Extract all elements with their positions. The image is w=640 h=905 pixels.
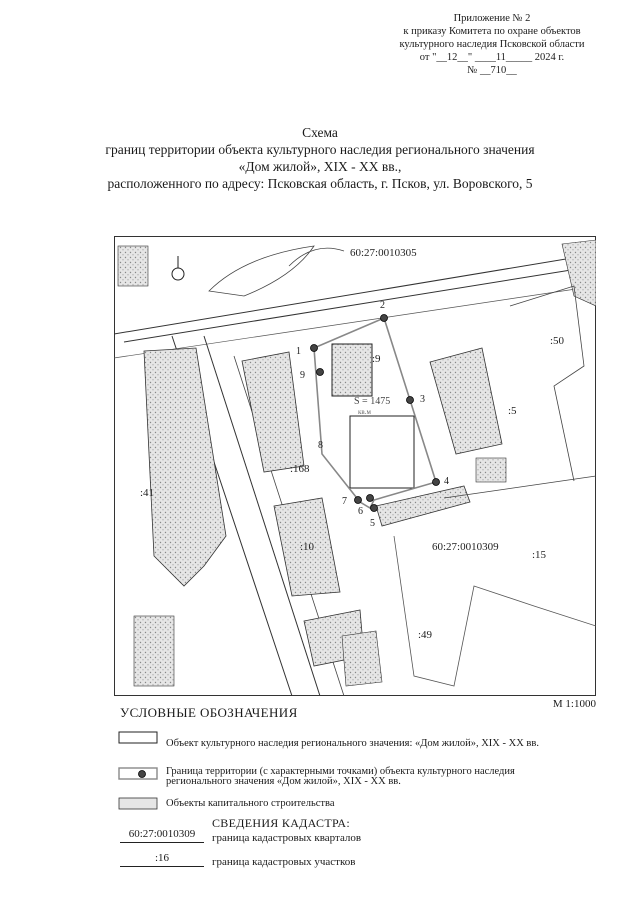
- cadastre-parcel-text: граница кадастровых участков: [212, 856, 356, 868]
- quarter-border-line: [120, 842, 204, 843]
- site-plan-map: [114, 236, 596, 696]
- quarter-label: 60:27:0010309: [432, 541, 499, 553]
- title-line-3: «Дом жилой», XIX - XX вв.,: [238, 159, 402, 174]
- parcel-label: :9: [372, 353, 381, 365]
- scale-label: М 1:1000: [552, 698, 596, 710]
- parcel-border-line: [120, 866, 204, 867]
- building: [118, 246, 148, 286]
- cadastre-parcel-row: [120, 852, 356, 868]
- legend-title: УСЛОВНЫЕ ОБОЗНАЧЕНИЯ: [120, 705, 298, 720]
- legend-border: [166, 766, 596, 787]
- annex-number: Приложение № 2: [453, 13, 531, 24]
- building: [134, 616, 174, 686]
- legend-border-line1: Граница территории (с характерными точками) объекта культурного наследия: [166, 766, 515, 777]
- point-label: 7: [342, 496, 347, 507]
- cadastre-quarter-row: [120, 828, 362, 844]
- cadastre-quarter-code: 60:27:0010309: [128, 828, 196, 840]
- annex-doc-number: № __710__: [467, 65, 517, 76]
- title-line-1: Схема: [302, 125, 338, 140]
- point-label: 5: [370, 518, 375, 529]
- point-label: 4: [444, 476, 449, 487]
- cadastre-quarter-text: граница кадастровых кварталов: [212, 832, 362, 844]
- title-line-2: границ территории объекта культурного наследия регионального значения: [105, 142, 535, 157]
- cadastre-parcel-code: :16: [154, 852, 170, 864]
- annex-header: [382, 12, 602, 77]
- parcel-label: :10: [300, 541, 315, 553]
- annex-date: от "__12__" ____11_____ 2024 г.: [419, 52, 565, 63]
- object-legend-icon: [118, 730, 158, 746]
- title-line-4: расположенного по адресу: Псковская область, г. Псков, ул. Воровского, 5: [107, 176, 533, 191]
- building: [476, 458, 506, 482]
- parcel-label: :15: [532, 549, 547, 561]
- capital-legend-icon: [118, 796, 158, 812]
- point-label: 2: [380, 300, 385, 311]
- annex-committee: культурного наследия Псковской области: [399, 39, 585, 50]
- parcel-label: :41: [140, 487, 155, 499]
- parcel-label: :49: [418, 629, 433, 641]
- point-label: 6: [358, 506, 363, 517]
- point-label: 3: [420, 394, 425, 405]
- parcel-label: :5: [508, 405, 517, 417]
- cadastre-title: СВЕДЕНИЯ КАДАСТРА:: [212, 816, 350, 830]
- building: [342, 631, 382, 686]
- point-label: 8: [318, 440, 323, 451]
- point-label: 9: [300, 370, 305, 381]
- heritage-building: [350, 416, 414, 488]
- boundary-legend-icon: [118, 766, 158, 782]
- point-label: 1: [296, 346, 301, 357]
- legend-capital: Объекты капитального строительства: [166, 798, 335, 809]
- quarter-label: 60:27:0010305: [350, 247, 417, 259]
- heritage-building: [332, 344, 372, 396]
- legend-border-line2: регионального значения «Дом жилой», XIX - XX вв.: [166, 776, 401, 787]
- scheme-title: [0, 124, 640, 192]
- parcel-label: :50: [550, 335, 565, 347]
- area-unit: кв.м: [358, 408, 371, 416]
- annex-order: к приказу Комитета по охране объектов: [403, 26, 581, 37]
- legend-object: Объект культурного наследия регионального значения: «Дом жилой», XIX - XX вв.: [166, 738, 539, 749]
- parcel-label: :168: [290, 463, 310, 475]
- area-label: S = 1475: [354, 396, 391, 407]
